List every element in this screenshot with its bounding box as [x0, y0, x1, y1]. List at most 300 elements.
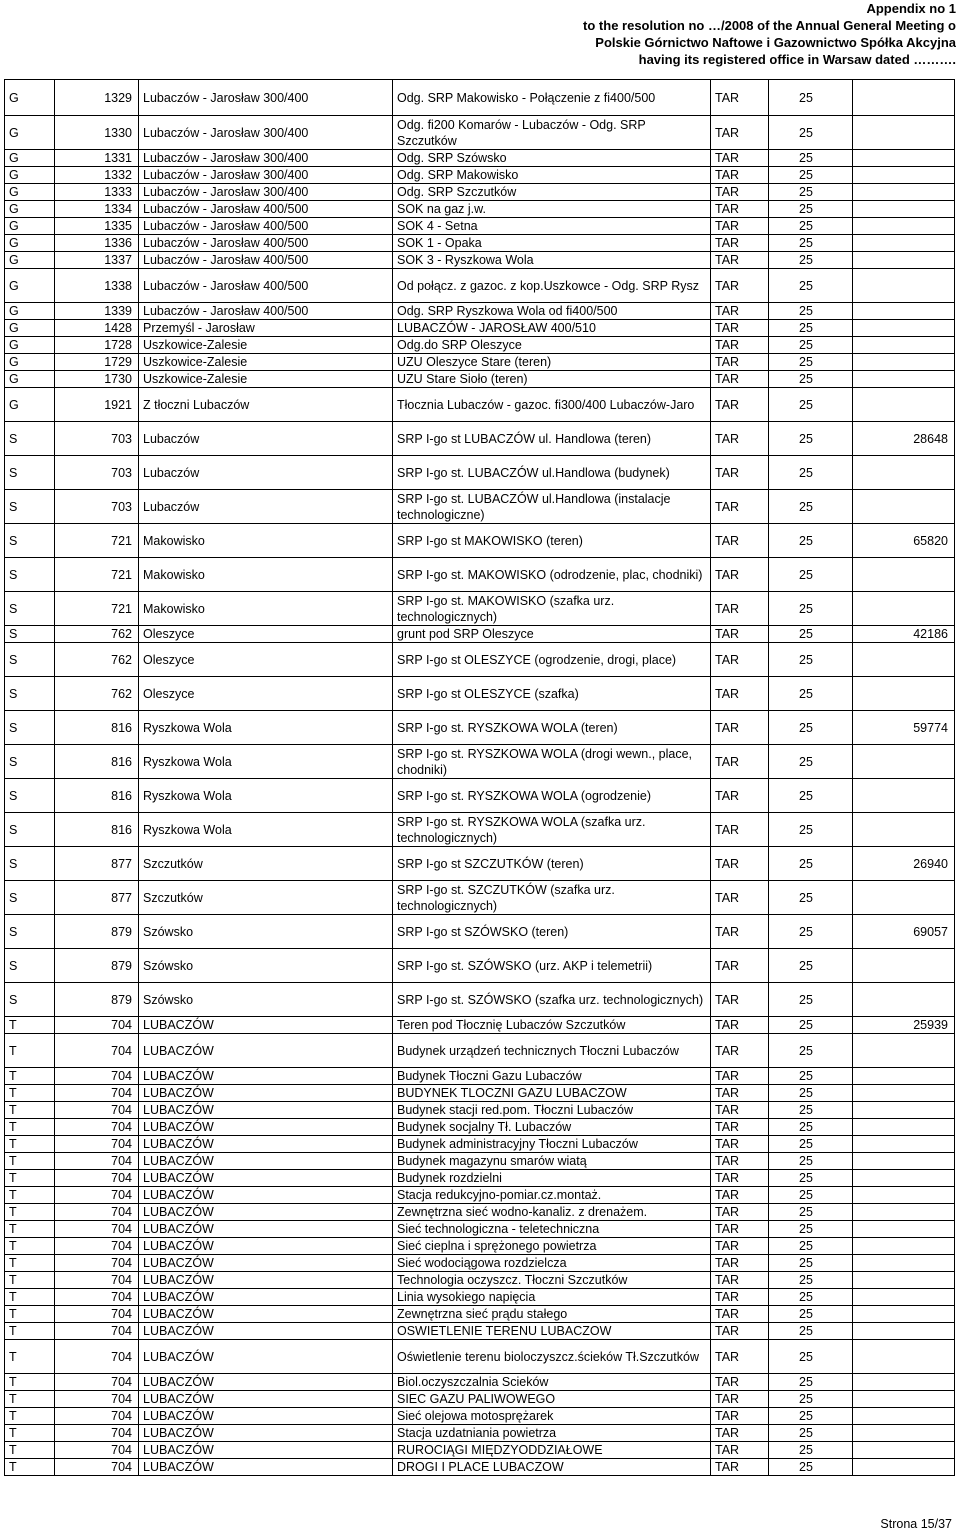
category-cell: T [5, 1289, 55, 1306]
table-row [5, 388, 955, 422]
value-cell [853, 201, 955, 218]
table-row [5, 1136, 955, 1153]
value-cell [853, 1306, 955, 1323]
id-cell: 703 [55, 456, 139, 490]
category-cell: S [5, 881, 55, 915]
tar-cell: TAR [711, 524, 769, 558]
rate-cell: 25 [769, 1017, 853, 1034]
location-cell: Lubaczów - Jarosław 300/400 [139, 184, 393, 201]
tar-cell: TAR [711, 779, 769, 813]
id-cell: 704 [55, 1068, 139, 1085]
tar-cell: TAR [711, 847, 769, 881]
value-cell [853, 949, 955, 983]
table-row [5, 779, 955, 813]
category-cell: S [5, 711, 55, 745]
rate-cell: 25 [769, 1442, 853, 1459]
id-cell: 1921 [55, 388, 139, 422]
rate-cell: 25 [769, 524, 853, 558]
value-cell [853, 371, 955, 388]
value-cell [853, 1459, 955, 1476]
table-row [5, 1272, 955, 1289]
category-cell: T [5, 1255, 55, 1272]
category-cell: T [5, 1391, 55, 1408]
tar-cell: TAR [711, 1068, 769, 1085]
location-cell: LUBACZÓW [139, 1221, 393, 1238]
tar-cell: TAR [711, 711, 769, 745]
tar-cell: TAR [711, 813, 769, 847]
table-row [5, 1153, 955, 1170]
value-cell [853, 150, 955, 167]
table-row [5, 1374, 955, 1391]
id-cell: 703 [55, 422, 139, 456]
value-cell [853, 1068, 955, 1085]
id-cell: 816 [55, 779, 139, 813]
id-cell: 704 [55, 1221, 139, 1238]
id-cell: 1728 [55, 337, 139, 354]
tar-cell: TAR [711, 1034, 769, 1068]
value-cell [853, 1170, 955, 1187]
id-cell: 1329 [55, 80, 139, 116]
rate-cell: 25 [769, 1187, 853, 1204]
id-cell: 704 [55, 1204, 139, 1221]
category-cell: S [5, 558, 55, 592]
tar-cell: TAR [711, 252, 769, 269]
value-cell [853, 1187, 955, 1204]
tar-cell: TAR [711, 949, 769, 983]
table-row [5, 558, 955, 592]
description-cell: Odg. SRP Szówsko [393, 150, 711, 167]
category-cell: T [5, 1136, 55, 1153]
category-cell: G [5, 201, 55, 218]
rate-cell: 25 [769, 1391, 853, 1408]
location-cell: Makowisko [139, 558, 393, 592]
id-cell: 877 [55, 847, 139, 881]
rate-cell: 25 [769, 1068, 853, 1085]
value-cell [853, 490, 955, 524]
description-cell: Linia wysokiego napięcia [393, 1289, 711, 1306]
description-cell: Budynek Tłoczni Gazu Lubaczów [393, 1068, 711, 1085]
category-cell: S [5, 813, 55, 847]
rate-cell: 25 [769, 779, 853, 813]
table-row [5, 337, 955, 354]
id-cell: 704 [55, 1085, 139, 1102]
tar-cell: TAR [711, 1442, 769, 1459]
value-cell [853, 320, 955, 337]
rate-cell: 25 [769, 490, 853, 524]
rate-cell: 25 [769, 80, 853, 116]
table-row [5, 116, 955, 150]
tar-cell: TAR [711, 745, 769, 779]
id-cell: 704 [55, 1187, 139, 1204]
tar-cell: TAR [711, 422, 769, 456]
table-row [5, 1085, 955, 1102]
tar-cell: TAR [711, 218, 769, 235]
location-cell: Lubaczów - Jarosław 400/500 [139, 269, 393, 303]
table-row [5, 643, 955, 677]
id-cell: 877 [55, 881, 139, 915]
id-cell: 704 [55, 1238, 139, 1255]
description-cell: Sieć olejowa motosprężarek [393, 1408, 711, 1425]
table-row [5, 1170, 955, 1187]
value-cell [853, 337, 955, 354]
rate-cell: 25 [769, 201, 853, 218]
tar-cell: TAR [711, 1221, 769, 1238]
description-cell: Budynek rozdzielni [393, 1170, 711, 1187]
table-row [5, 592, 955, 626]
location-cell: Oleszyce [139, 626, 393, 643]
location-cell: Ryszkowa Wola [139, 711, 393, 745]
rate-cell: 25 [769, 337, 853, 354]
rate-cell: 25 [769, 1204, 853, 1221]
description-cell: SRP I-go st. LUBACZÓW ul.Handlowa (instalacje technologiczne) [393, 490, 711, 524]
description-cell: Odg. SRP Szczutków [393, 184, 711, 201]
category-cell: T [5, 1102, 55, 1119]
location-cell: Lubaczów - Jarosław 300/400 [139, 150, 393, 167]
asset-table-body [5, 80, 955, 1476]
id-cell: 703 [55, 490, 139, 524]
rate-cell: 25 [769, 1153, 853, 1170]
tar-cell: TAR [711, 490, 769, 524]
value-cell [853, 1374, 955, 1391]
category-cell: G [5, 354, 55, 371]
tar-cell: TAR [711, 303, 769, 320]
rate-cell: 25 [769, 881, 853, 915]
description-cell: Sieć cieplna i sprężonego powietrza [393, 1238, 711, 1255]
rate-cell: 25 [769, 1221, 853, 1238]
value-cell: 25939 [853, 1017, 955, 1034]
tar-cell: TAR [711, 1391, 769, 1408]
description-cell: Odg. SRP Makowisko - Połączenie z fi400/500 [393, 80, 711, 116]
category-cell: S [5, 745, 55, 779]
document-header [496, 0, 956, 68]
id-cell: 1729 [55, 354, 139, 371]
location-cell: LUBACZÓW [139, 1340, 393, 1374]
table-row [5, 915, 955, 949]
description-cell: SRP I-go st SZCZUTKÓW (teren) [393, 847, 711, 881]
value-cell [853, 1221, 955, 1238]
category-cell: S [5, 592, 55, 626]
tar-cell: TAR [711, 1187, 769, 1204]
description-cell: OSWIETLENIE TERENU LUBACZOW [393, 1323, 711, 1340]
value-cell [853, 235, 955, 252]
location-cell: Uszkowice-Zalesie [139, 337, 393, 354]
tar-cell: TAR [711, 80, 769, 116]
id-cell: 762 [55, 643, 139, 677]
location-cell: LUBACZÓW [139, 1153, 393, 1170]
table-row [5, 167, 955, 184]
category-cell: T [5, 1153, 55, 1170]
tar-cell: TAR [711, 184, 769, 201]
value-cell [853, 1204, 955, 1221]
rate-cell: 25 [769, 1170, 853, 1187]
description-cell: Zewnętrzna sieć prądu stałego [393, 1306, 711, 1323]
location-cell: Szczutków [139, 881, 393, 915]
value-cell [853, 269, 955, 303]
tar-cell: TAR [711, 269, 769, 303]
tar-cell: TAR [711, 1102, 769, 1119]
description-cell: SRP I-go st OLESZYCE (szafka) [393, 677, 711, 711]
category-cell: T [5, 1187, 55, 1204]
location-cell: Lubaczów - Jarosław 300/400 [139, 167, 393, 184]
tar-cell: TAR [711, 235, 769, 252]
location-cell: Oleszyce [139, 643, 393, 677]
category-cell: T [5, 1306, 55, 1323]
id-cell: 704 [55, 1425, 139, 1442]
id-cell: 704 [55, 1459, 139, 1476]
description-cell: SIEC GAZU PALIWOWEGO [393, 1391, 711, 1408]
category-cell: T [5, 1442, 55, 1459]
location-cell: LUBACZÓW [139, 1272, 393, 1289]
value-cell [853, 881, 955, 915]
category-cell: T [5, 1119, 55, 1136]
category-cell: T [5, 1340, 55, 1374]
tar-cell: TAR [711, 116, 769, 150]
value-cell [853, 1289, 955, 1306]
description-cell: RUROCIĄGI MIĘDZYODDZIAŁOWE [393, 1442, 711, 1459]
table-row [5, 269, 955, 303]
id-cell: 704 [55, 1153, 139, 1170]
tar-cell: TAR [711, 337, 769, 354]
location-cell: Ryszkowa Wola [139, 813, 393, 847]
location-cell: LUBACZÓW [139, 1459, 393, 1476]
value-cell [853, 983, 955, 1017]
category-cell: T [5, 1170, 55, 1187]
description-cell: Biol.oczyszczalnia Scieków [393, 1374, 711, 1391]
table-row [5, 303, 955, 320]
table-row [5, 1102, 955, 1119]
rate-cell: 25 [769, 745, 853, 779]
category-cell: T [5, 1085, 55, 1102]
category-cell: S [5, 983, 55, 1017]
category-cell: T [5, 1425, 55, 1442]
description-cell: BUDYNEK TLOCZNI GAZU LUBACZOW [393, 1085, 711, 1102]
location-cell: LUBACZÓW [139, 1136, 393, 1153]
value-cell [853, 813, 955, 847]
category-cell: S [5, 490, 55, 524]
location-cell: LUBACZÓW [139, 1238, 393, 1255]
location-cell: Lubaczów - Jarosław 400/500 [139, 218, 393, 235]
value-cell [853, 116, 955, 150]
description-cell: Budynek magazynu smarów wiatą [393, 1153, 711, 1170]
id-cell: 1339 [55, 303, 139, 320]
rate-cell: 25 [769, 235, 853, 252]
table-row [5, 711, 955, 745]
table-row [5, 1391, 955, 1408]
id-cell: 1336 [55, 235, 139, 252]
location-cell: Lubaczów - Jarosław 400/500 [139, 235, 393, 252]
id-cell: 879 [55, 983, 139, 1017]
description-cell: Odg. SRP Ryszkowa Wola od fi400/500 [393, 303, 711, 320]
description-cell: SRP I-go st. MAKOWISKO (szafka urz. technologicznych) [393, 592, 711, 626]
value-cell [853, 1340, 955, 1374]
value-cell [853, 677, 955, 711]
rate-cell: 25 [769, 1034, 853, 1068]
tar-cell: TAR [711, 201, 769, 218]
table-row [5, 1068, 955, 1085]
description-cell: SRP I-go st OLESZYCE (ogrodzenie, drogi, place) [393, 643, 711, 677]
description-cell: SRP I-go st. LUBACZÓW ul.Handlowa (budynek) [393, 456, 711, 490]
value-cell [853, 1085, 955, 1102]
tar-cell: TAR [711, 1459, 769, 1476]
category-cell: T [5, 1204, 55, 1221]
description-cell: Zewnętrzna sieć wodno-kanaliz. z drenażem. [393, 1204, 711, 1221]
value-cell [853, 1119, 955, 1136]
category-cell: T [5, 1221, 55, 1238]
value-cell [853, 1034, 955, 1068]
location-cell: LUBACZÓW [139, 1068, 393, 1085]
rate-cell: 25 [769, 1238, 853, 1255]
location-cell: Makowisko [139, 524, 393, 558]
category-cell: G [5, 167, 55, 184]
id-cell: 816 [55, 813, 139, 847]
id-cell: 704 [55, 1391, 139, 1408]
rate-cell: 25 [769, 116, 853, 150]
rate-cell: 25 [769, 1272, 853, 1289]
location-cell: Uszkowice-Zalesie [139, 371, 393, 388]
id-cell: 1335 [55, 218, 139, 235]
description-cell: SOK 4 - Setna [393, 218, 711, 235]
rate-cell: 25 [769, 1102, 853, 1119]
rate-cell: 25 [769, 1323, 853, 1340]
location-cell: Uszkowice-Zalesie [139, 354, 393, 371]
id-cell: 704 [55, 1323, 139, 1340]
rate-cell: 25 [769, 983, 853, 1017]
table-row [5, 1034, 955, 1068]
rate-cell: 25 [769, 1408, 853, 1425]
category-cell: G [5, 252, 55, 269]
tar-cell: TAR [711, 881, 769, 915]
id-cell: 1330 [55, 116, 139, 150]
value-cell [853, 558, 955, 592]
location-cell: LUBACZÓW [139, 1374, 393, 1391]
table-row [5, 677, 955, 711]
location-cell: Przemyśl - Jarosław [139, 320, 393, 337]
value-cell [853, 1442, 955, 1459]
description-cell: grunt pod SRP Oleszyce [393, 626, 711, 643]
id-cell: 704 [55, 1034, 139, 1068]
value-cell [853, 1238, 955, 1255]
tar-cell: TAR [711, 1323, 769, 1340]
table-row [5, 1289, 955, 1306]
table-row [5, 371, 955, 388]
rate-cell: 25 [769, 184, 853, 201]
id-cell: 762 [55, 677, 139, 711]
id-cell: 721 [55, 592, 139, 626]
table-row [5, 1442, 955, 1459]
id-cell: 704 [55, 1306, 139, 1323]
value-cell [853, 354, 955, 371]
tar-cell: TAR [711, 456, 769, 490]
tar-cell: TAR [711, 1119, 769, 1136]
location-cell: LUBACZÓW [139, 1187, 393, 1204]
value-cell: 59774 [853, 711, 955, 745]
tar-cell: TAR [711, 1272, 769, 1289]
category-cell: S [5, 847, 55, 881]
table-row [5, 524, 955, 558]
header-line-3: Polskie Górnictwo Naftowe i Gazownictwo Spółka Akcyjna [595, 35, 956, 50]
tar-cell: TAR [711, 677, 769, 711]
rate-cell: 25 [769, 813, 853, 847]
table-row [5, 150, 955, 167]
tar-cell: TAR [711, 915, 769, 949]
id-cell: 1730 [55, 371, 139, 388]
location-cell: Szczutków [139, 847, 393, 881]
category-cell: S [5, 949, 55, 983]
tar-cell: TAR [711, 1204, 769, 1221]
rate-cell: 25 [769, 354, 853, 371]
value-cell [853, 643, 955, 677]
location-cell: Lubaczów [139, 422, 393, 456]
rate-cell: 25 [769, 388, 853, 422]
category-cell: G [5, 371, 55, 388]
tar-cell: TAR [711, 150, 769, 167]
value-cell [853, 80, 955, 116]
table-row [5, 1408, 955, 1425]
category-cell: T [5, 1272, 55, 1289]
tar-cell: TAR [711, 1153, 769, 1170]
rate-cell: 25 [769, 626, 853, 643]
value-cell [853, 1102, 955, 1119]
category-cell: G [5, 320, 55, 337]
id-cell: 1338 [55, 269, 139, 303]
location-cell: LUBACZÓW [139, 1255, 393, 1272]
description-cell: SRP I-go st SZÓWSKO (teren) [393, 915, 711, 949]
description-cell: SRP I-go st. RYSZKOWA WOLA (drogi wewn., place, chodniki) [393, 745, 711, 779]
location-cell: Lubaczów - Jarosław 300/400 [139, 80, 393, 116]
location-cell: Oleszyce [139, 677, 393, 711]
id-cell: 816 [55, 745, 139, 779]
table-row [5, 1204, 955, 1221]
id-cell: 704 [55, 1442, 139, 1459]
description-cell: Budynek socjalny Tł. Lubaczów [393, 1119, 711, 1136]
description-cell: Stacja uzdatniania powietrza [393, 1425, 711, 1442]
value-cell: 28648 [853, 422, 955, 456]
description-cell: UZU Stare Sioło (teren) [393, 371, 711, 388]
location-cell: Makowisko [139, 592, 393, 626]
rate-cell: 25 [769, 677, 853, 711]
value-cell [853, 1153, 955, 1170]
id-cell: 704 [55, 1289, 139, 1306]
location-cell: LUBACZÓW [139, 1408, 393, 1425]
page-number: Strona 15/37 [880, 1517, 952, 1531]
rate-cell: 25 [769, 915, 853, 949]
value-cell [853, 745, 955, 779]
id-cell: 704 [55, 1374, 139, 1391]
description-cell: SOK 3 - Ryszkowa Wola [393, 252, 711, 269]
value-cell: 65820 [853, 524, 955, 558]
category-cell: G [5, 116, 55, 150]
description-cell: Budynek urządzeń technicznych Tłoczni Lubaczów [393, 1034, 711, 1068]
location-cell: Szówsko [139, 915, 393, 949]
id-cell: 704 [55, 1340, 139, 1374]
id-cell: 1334 [55, 201, 139, 218]
location-cell: Z tłoczni Lubaczów [139, 388, 393, 422]
rate-cell: 25 [769, 303, 853, 320]
location-cell: LUBACZÓW [139, 1017, 393, 1034]
location-cell: LUBACZÓW [139, 1119, 393, 1136]
rate-cell: 25 [769, 1459, 853, 1476]
description-cell: Technologia oczyszcz. Tłoczni Szczutków [393, 1272, 711, 1289]
table-row [5, 80, 955, 116]
table-row [5, 949, 955, 983]
tar-cell: TAR [711, 1085, 769, 1102]
header-line-1: Appendix no 1 [866, 1, 956, 16]
id-cell: 762 [55, 626, 139, 643]
table-row [5, 1017, 955, 1034]
rate-cell: 25 [769, 592, 853, 626]
table-row [5, 1425, 955, 1442]
id-cell: 704 [55, 1170, 139, 1187]
